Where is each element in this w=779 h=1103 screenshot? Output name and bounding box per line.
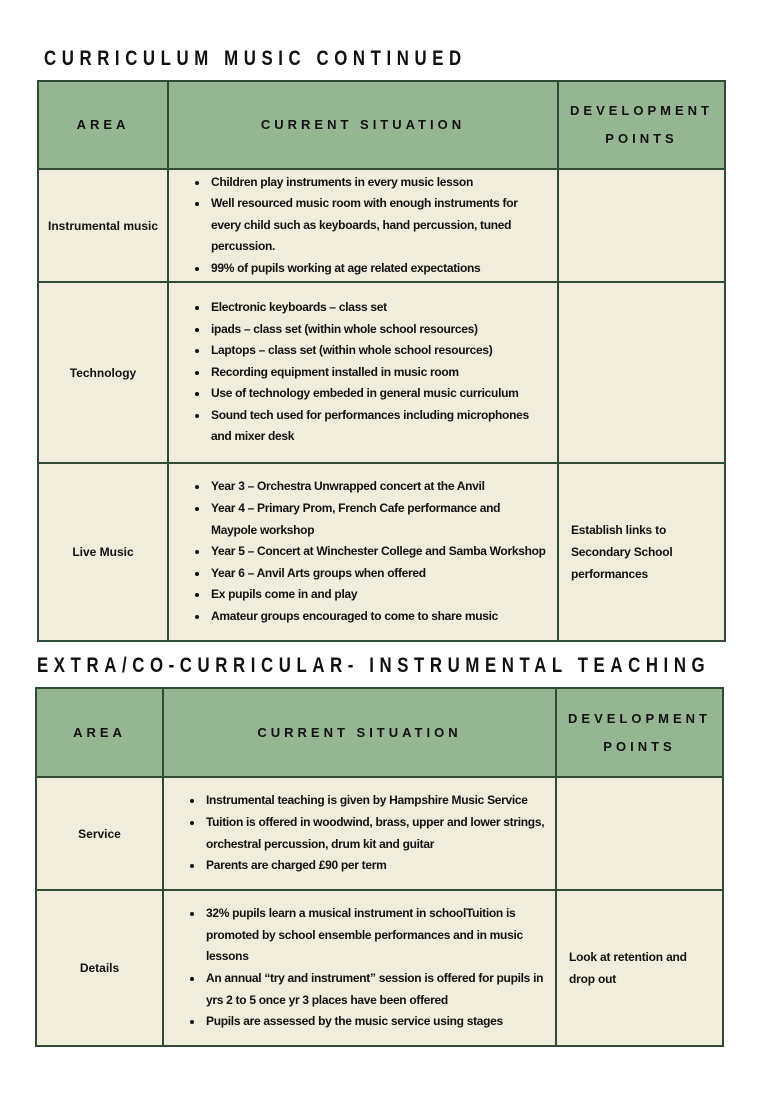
curriculum-table bbox=[37, 80, 726, 642]
table-row bbox=[36, 777, 723, 890]
list-item: • Recording equipment installed in music room bbox=[209, 362, 547, 384]
area-cell: Service bbox=[36, 777, 163, 890]
table-row bbox=[38, 282, 725, 463]
list-item: • Well resourced music room with enough instruments for every child such as keyboards, hand percussion, tuned percussion. bbox=[209, 193, 547, 258]
extra-curricular-table bbox=[35, 687, 724, 1047]
area-cell: Technology bbox=[38, 282, 168, 463]
development-cell bbox=[558, 282, 725, 463]
list-item: • Tuition is offered in woodwind, brass, upper and lower strings, orchestral percussion, drum kit and guitar bbox=[204, 812, 545, 855]
area-cell: Details bbox=[36, 890, 163, 1046]
development-cell: Establish links to Secondary School performances bbox=[558, 463, 725, 641]
development-cell bbox=[556, 777, 723, 890]
list-item: • Year 3 – Orchestra Unwrapped concert at the Anvil bbox=[209, 476, 547, 498]
header-area: AREA bbox=[36, 688, 163, 777]
situation-cell bbox=[163, 890, 556, 1046]
list-item: • An annual “try and instrument” session is offered for pupils in yrs 2 to 5 once yr 3 places have been offered bbox=[204, 968, 545, 1011]
table-row bbox=[38, 169, 725, 282]
header-area: AREA bbox=[38, 81, 168, 169]
list-item: • 32% pupils learn a musical instrument in schoolTuition is promoted by school ensemble performances and in music lessons bbox=[204, 903, 545, 968]
list-item: • Sound tech used for performances including microphones and mixer desk bbox=[209, 405, 547, 448]
list-item: • ipads – class set (within whole school resources) bbox=[209, 319, 547, 341]
section-title-extra-curricular: EXTRA/CO-CURRICULAR- INSTRUMENTAL TEACHING bbox=[37, 654, 711, 677]
list-item: • Ex pupils come in and play bbox=[209, 584, 547, 606]
development-cell: Look at retention and drop out bbox=[556, 890, 723, 1046]
list-item: • Children play instruments in every music lesson bbox=[209, 172, 547, 194]
list-item: • Electronic keyboards – class set bbox=[209, 297, 547, 319]
section-title-curriculum: CURRICULUM MUSIC CONTINUED bbox=[44, 47, 467, 70]
header-development: DEVELOPMENT POINTS bbox=[558, 81, 725, 169]
list-item: • Pupils are assessed by the music service using stages bbox=[204, 1011, 545, 1033]
situation-cell bbox=[168, 282, 558, 463]
list-item: • Parents are charged £90 per term bbox=[204, 855, 545, 877]
area-cell: Live Music bbox=[38, 463, 168, 641]
header-development: DEVELOPMENT POINTS bbox=[556, 688, 723, 777]
list-item: • Year 6 – Anvil Arts groups when offered bbox=[209, 563, 547, 585]
situation-cell bbox=[168, 169, 558, 282]
header-situation: CURRENT SITUATION bbox=[168, 81, 558, 169]
list-item: • Laptops – class set (within whole school resources) bbox=[209, 340, 547, 362]
list-item: • 99% of pupils working at age related expectations bbox=[209, 258, 547, 280]
development-cell bbox=[558, 169, 725, 282]
header-situation: CURRENT SITUATION bbox=[163, 688, 556, 777]
table-row bbox=[38, 463, 725, 641]
area-cell: Instrumental music bbox=[38, 169, 168, 282]
list-item: • Year 4 – Primary Prom, French Cafe performance and Maypole workshop bbox=[209, 498, 547, 541]
situation-cell bbox=[163, 777, 556, 890]
list-item: • Year 5 – Concert at Winchester College and Samba Workshop bbox=[209, 541, 547, 563]
list-item: • Instrumental teaching is given by Hampshire Music Service bbox=[204, 790, 545, 812]
table-row bbox=[36, 890, 723, 1046]
situation-cell bbox=[168, 463, 558, 641]
list-item: • Amateur groups encouraged to come to share music bbox=[209, 606, 547, 628]
list-item: • Use of technology embeded in general music curriculum bbox=[209, 383, 547, 405]
